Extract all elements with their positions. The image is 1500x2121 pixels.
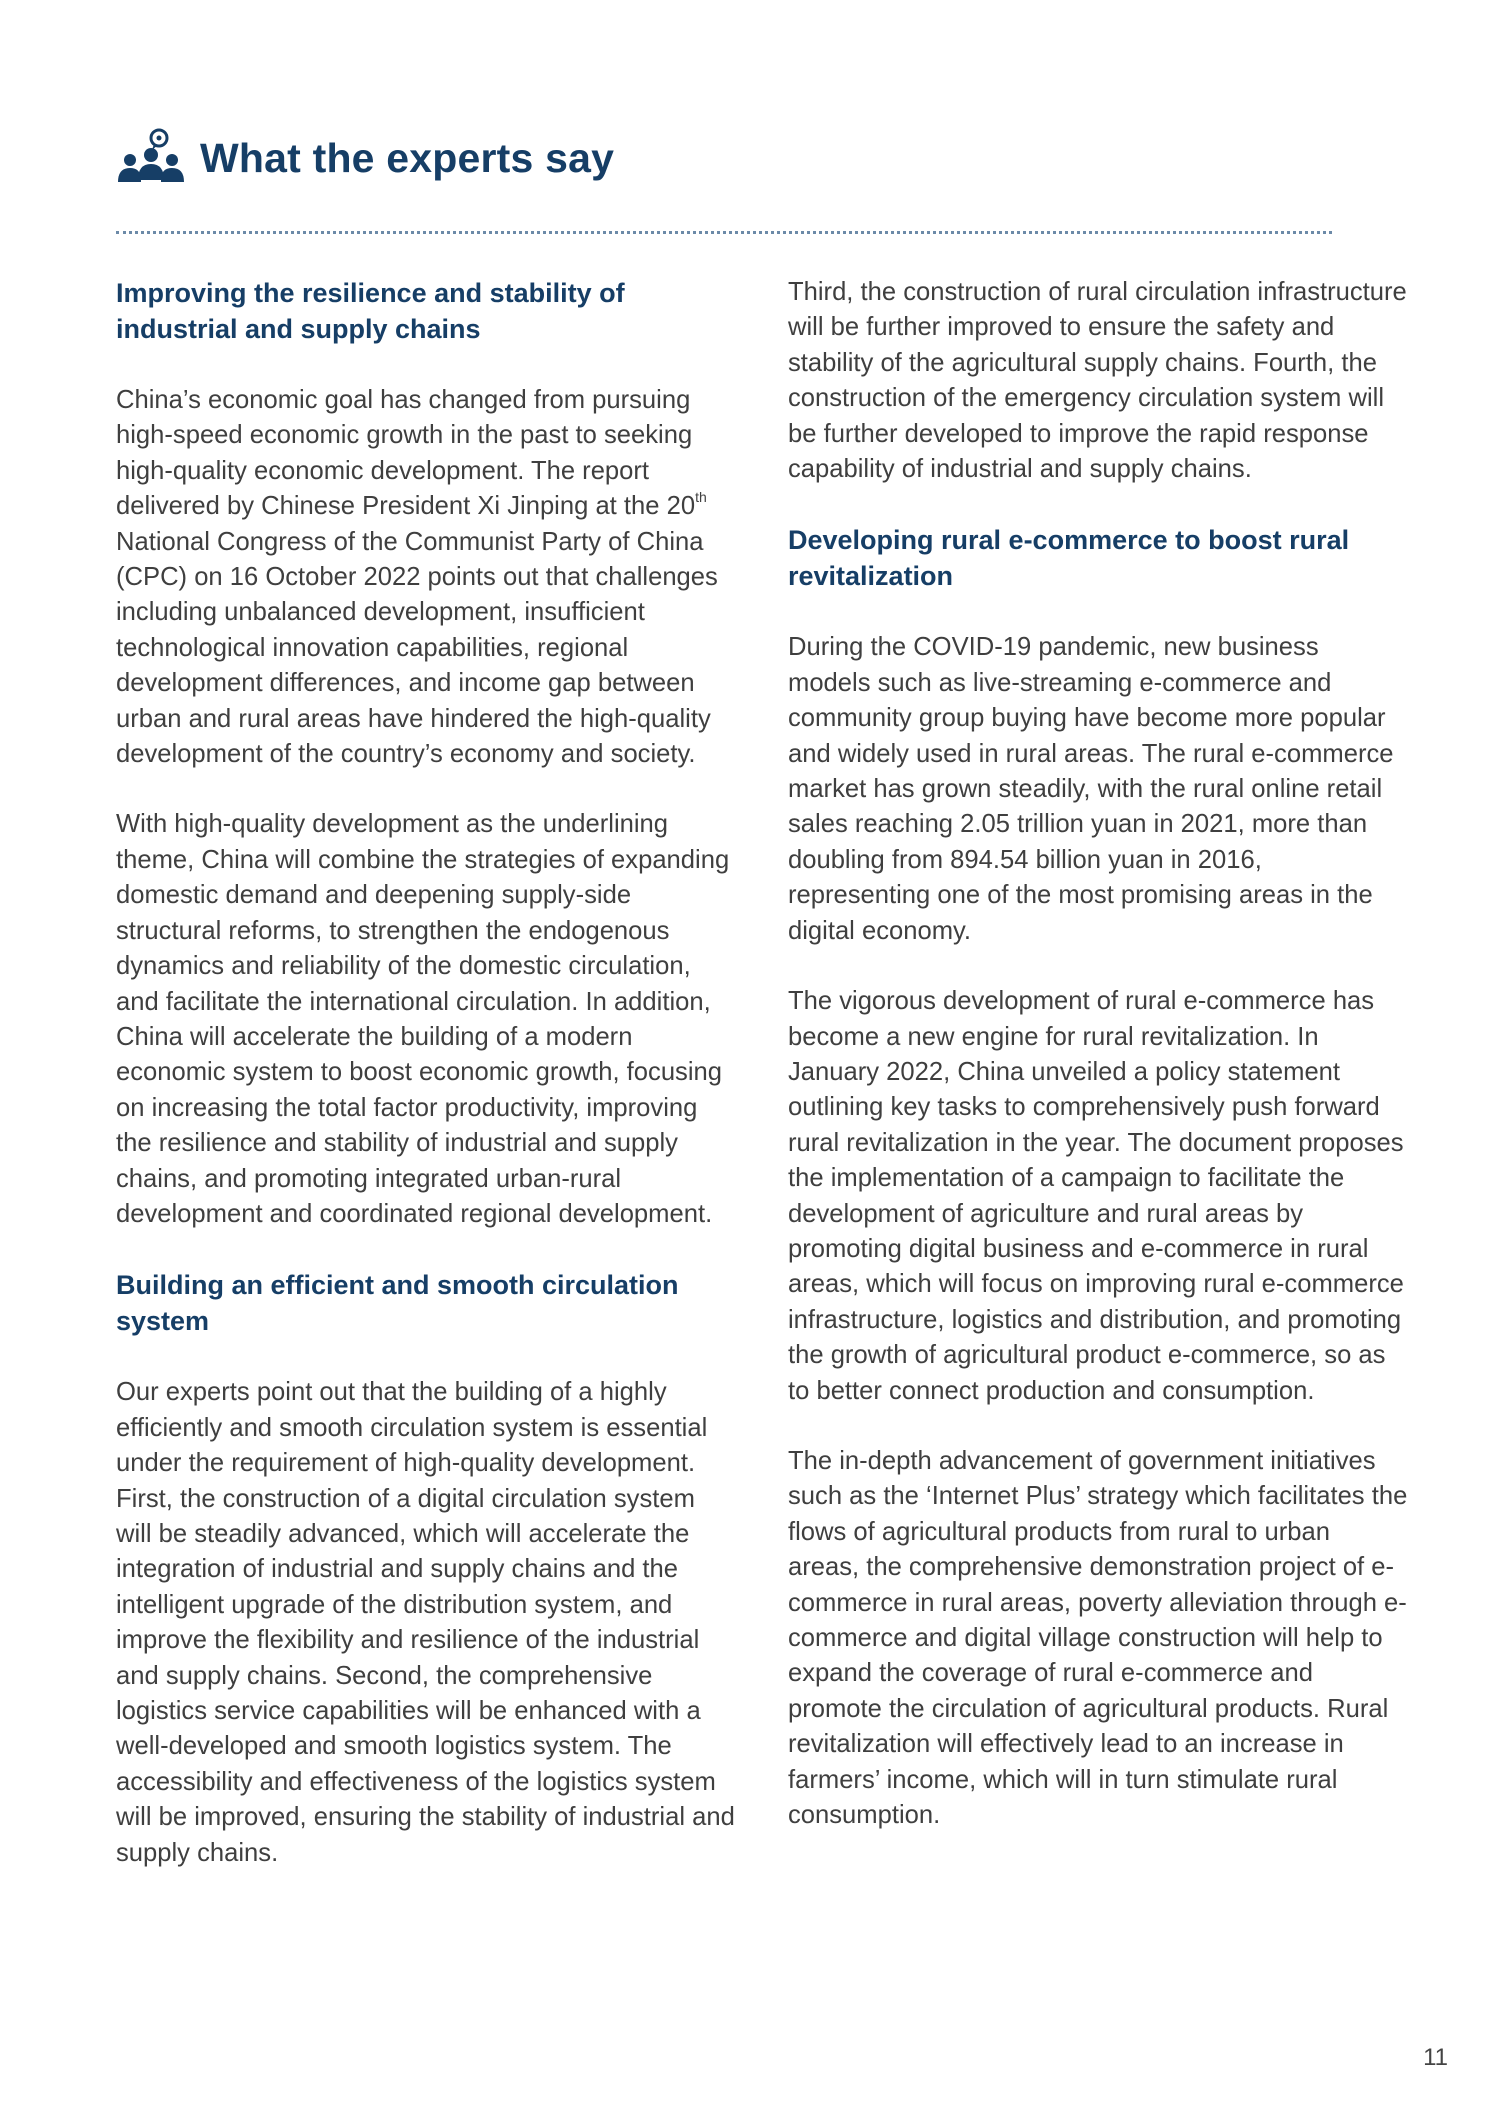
paragraph-economic-goal bbox=[116, 383, 736, 772]
paragraph-text: China’s economic goal has changed from pursuing high-speed economic growth in the past to seeking high-quality economic development. The report delivered by Chinese President Xi Jinping at the 20 bbox=[116, 386, 696, 521]
right-column bbox=[788, 275, 1408, 1868]
left-column bbox=[116, 275, 736, 1906]
paragraph-text: National Congress of the Communist Party of China (CPC) on 16 October 2022 points out that challenges including unbalanced development, insufficient technological innovation capabilities, regional development differences, and income gap between urban and rural areas have hindered the high-quality development of the country’s economy and society. bbox=[116, 527, 718, 769]
section-heading-circulation: Building an efficient and smooth circulation system bbox=[116, 1270, 679, 1337]
paragraph-circulation-system: Our experts point out that the building of a highly efficiently and smooth circulation system is essential under the requirement of high-quality development. First, the construction of a digital circulation system will be steadily advanced, which will accelerate the integration of industrial and supply chains and the intelligent upgrade of the distribution system, and improve the flexibility and resilience of the industrial and supply chains. Second, the comprehensive logistics service capabilities will be enhanced with a well-developed and smooth logistics system. The accessibility and effectiveness of the logistics system will be improved, ensuring the stability of industrial and supply chains. bbox=[116, 1378, 735, 1867]
paragraph-rural-revitalization: The vigorous development of rural e-commerce has become a new engine for rural revitalization. In January 2022, China unveiled a policy statement outlining key tasks to comprehensively push forward rural revitalization in the year. The document proposes the implementation of a campaign to facilitate the development of agriculture and rural areas by promoting digital business and e-commerce in rural areas, which will focus on improving rural e-commerce infrastructure, logistics and distribution, and promoting the growth of agricultural product e-commerce, so as to better connect production and consumption. bbox=[788, 987, 1404, 1405]
section-heading-resilience: Improving the resilience and stability of industrial and supply chains bbox=[116, 278, 625, 344]
page-title: What the experts say bbox=[200, 134, 615, 181]
page-number: 11 bbox=[1423, 2044, 1448, 2071]
section-header bbox=[116, 128, 614, 188]
paragraph-high-quality-development: With high-quality development as the underlining theme, China will combine the strategies of expanding domestic demand and deepening supply-side structural reforms, to strengthen the endogenous dynamics and reliability of the domestic circulation, and facilitate the international circulation. In addition, China will accelerate the building of a modern economic system to boost economic growth, focusing on increasing the total factor productivity, improving the resilience and stability of industrial and supply chains, and promoting integrated urban-rural development and coordinated regional development. bbox=[116, 810, 730, 1228]
superscript: th bbox=[695, 489, 707, 506]
section-heading-rural-ecommerce: Developing rural e-commerce to boost rural revitalization bbox=[788, 525, 1350, 592]
paragraph-rural-infrastructure: Third, the construction of rural circulation infrastructure will be further improved to ensure the safety and stability of the agricultural supply chains. Fourth, the construction of the emergency circulation system will be further developed to improve the rapid response capability of industrial and supply chains. bbox=[788, 278, 1407, 484]
dotted-divider bbox=[116, 231, 1332, 234]
experts-group-icon bbox=[116, 128, 186, 188]
paragraph-covid-business-models: During the COVID-19 pandemic, new business models such as live-streaming e-commerce and community group buying have become more popular and widely used in rural areas. The rural e-commerce market has grown steadily, with the rural online retail sales reaching 2.05 trillion yuan in 2021, more than doubling from 894.54 billion yuan in 2016, representing one of the most promising areas in the digital economy. bbox=[788, 633, 1394, 945]
paragraph-government-initiatives: The in-depth advancement of government initiatives such as the ‘Internet Plus’ strategy which facilitates the flows of agricultural products from rural to urban areas, the comprehensive demonstration project of e-commerce in rural areas, poverty alleviation through e-commerce and digital village construction will help to expand the coverage of rural e-commerce and promote the circulation of agricultural products. Rural revitalization will effectively lead to an increase in farmers’ income, which will in turn stimulate rural consumption. bbox=[788, 1446, 1408, 1830]
